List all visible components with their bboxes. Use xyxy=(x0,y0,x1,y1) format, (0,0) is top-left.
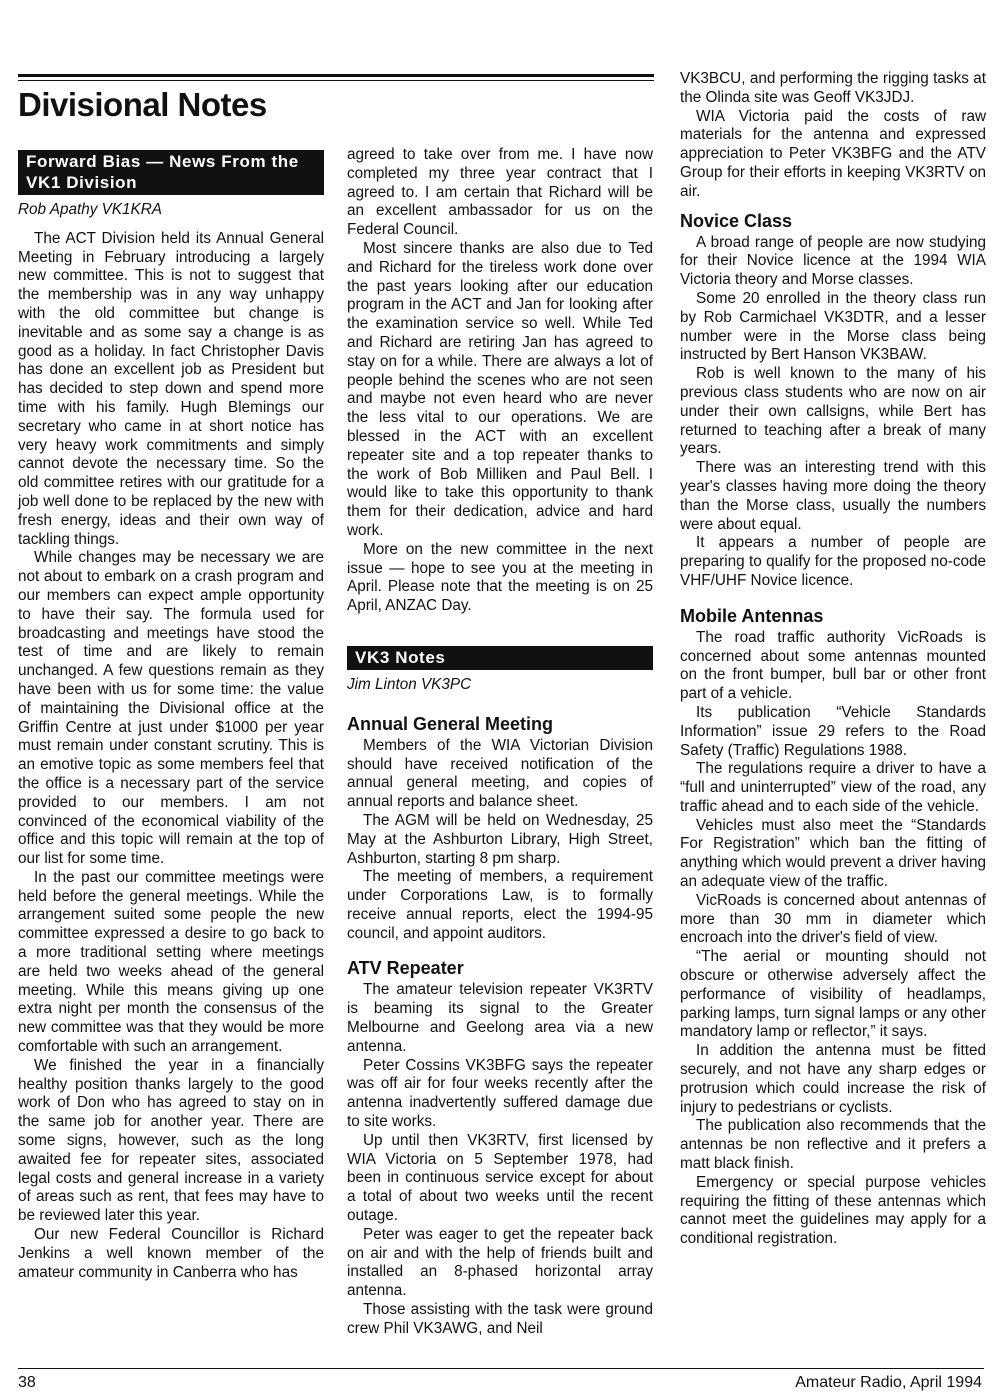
atv-paragraph: Up until then VK3RTV, first licensed by WIA Victoria on 5 September 1978, had been in continuous service except for about a total of about two weeks until the recent outage. xyxy=(347,1131,653,1225)
top-rule-thick xyxy=(18,74,654,77)
mobile-heading: Mobile Antennas xyxy=(680,605,824,626)
novice-paragraph: Rob is well known to the many of his previous class students who are now on air under their own callsigns, while Bert has returned to teaching after a break of many years. xyxy=(680,365,986,458)
vk1-paragraph: Most sincere thanks are also due to Ted and Richard for the tireless work done over the past years looking after our education program in the ACT and Jan for looking after the examination service so well. While Ted and Richard are retiring Jan has agreed to stay on for a while. There are always a lot of people behind the scenes who are not seen and maybe not even heard who are never the less vital to our operations. We are blessed in the ACT with an excellent repeater site and a top repeater thanks to the work of Bob Milliken and Paul Bell. I would like to take this opportunity to thank them for their dedication, advice and hard work. xyxy=(347,239,653,539)
novice-paragraph: Some 20 enrolled in the theory class run by Rob Carmichael VK3DTR, and a lesser number were in the Morse class being instructed by Bert Hanson VK3BAW. xyxy=(680,289,986,364)
section-gap xyxy=(680,591,986,605)
atv-paragraph: Those assisting with the task were ground crew Phil VK3AWG, and Neil xyxy=(347,1301,653,1337)
mobile-paragraph: Vehicles must also meet the “Standards For Registration” which ban the fitting of anything which would prevent a driver having an adequate view of the traffic. xyxy=(680,816,986,891)
novice-paragraph: It appears a number of people are preparing to qualify for the proposed no-code VHF/UHF Novice licence. xyxy=(680,534,986,589)
section-gap xyxy=(347,705,653,713)
atv-paragraph: The amateur television repeater VK3RTV is beaming its signal to the Greater Melbourne and Geelong area via a new antenna. xyxy=(347,981,653,1055)
agm-heading: Annual General Meeting xyxy=(347,713,554,734)
vk1-section-banner: Forward Bias — News From the VK1 Division xyxy=(18,150,324,195)
mobile-paragraph: “The aerial or mounting should not obscure or otherwise adversely affect the performance of visibility of headlamps, parking lamps, turn signal lamps or any other mandatory lamp or reflector,” it says. xyxy=(680,948,986,1041)
novice-paragraph: A broad range of people are now studying for their Novice licence at the 1994 WIA Victoria theory and Morse classes. xyxy=(680,233,986,289)
atv-paragraph: Peter was eager to get the repeater back on air and with the help of friends built and installed an 8-phased horizontal array antenna. xyxy=(347,1225,653,1300)
vk1-paragraph: More on the new committee in the next issue — hope to see you at the meeting in April. Please note that the meeting is on 25 April, ANZAC Day. xyxy=(347,540,653,615)
column-2 xyxy=(347,146,653,1339)
agm-paragraph: Members of the WIA Victorian Division should have received notification of the annual general meeting, and copies of annual reports and balance sheet. xyxy=(347,736,653,811)
column-3 xyxy=(680,70,986,1249)
section-gap xyxy=(680,202,986,210)
top-rule-thin xyxy=(18,80,654,81)
atv-paragraph: WIA Victoria paid the costs of raw materials for the antenna and expressed appreciation to Peter VK3BFG and the ATV Group for their efforts in keeping VK3RTV on air. xyxy=(680,107,986,200)
vk1-paragraph: Our new Federal Councillor is Richard Jenkins a well known member of the amateur community in Canberra who has xyxy=(18,1226,324,1281)
mobile-paragraph: Emergency or special purpose vehicles requiring the fitting of these antennas which cannot meet the guidelines may apply for a conditional registration. xyxy=(680,1173,986,1248)
vk3-section-banner: VK3 Notes xyxy=(347,646,653,670)
vk1-byline: Rob Apathy VK1KRA xyxy=(18,201,162,218)
mobile-paragraph: The publication also recommends that the antennas be non reflective and it prefers a matt black finish. xyxy=(680,1117,986,1173)
vk3-byline: Jim Linton VK3PC xyxy=(347,675,472,693)
page-number: 38 xyxy=(18,1374,36,1391)
mobile-paragraph: VicRoads is concerned about antennas of more than 30 mm in diameter which encroach into the driver's field of view. xyxy=(680,891,986,947)
section-gap xyxy=(347,943,653,957)
section-gap xyxy=(347,616,653,646)
column-1 xyxy=(18,150,324,1282)
vk1-paragraph-continued: agreed to take over from me. I have now completed my three year contract that I agreed to. I am certain that Richard will be an excellent ambassador for us on the Federal Council. xyxy=(347,146,653,239)
mobile-paragraph: The road traffic authority VicRoads is concerned about some antennas mounted on the front bumper, bull bar or other front part of a vehicle. xyxy=(680,628,986,703)
vk1-paragraph: We finished the year in a financially healthy position thanks largely to the good work of Don who has agreed to stay on in the same job for another year. There are some signs, however, such as the long awaited fee for repeater sites, associated legal costs and general increase in a variety of areas such as rent, that fees may have to be reviewed later this year. xyxy=(18,1056,324,1225)
vk1-paragraph: In the past our committee meetings were held before the general meetings. While the arrangement suited some people the new committee expressed a desire to go back to a more traditional setting where meetings are held two weeks ahead of the general meeting. While this means giving up one extra night per month the consensus of the new committee was that they would be more comfortable with such an arrangement. xyxy=(18,868,324,1056)
atv-heading: ATV Repeater xyxy=(347,958,464,979)
agm-paragraph: The meeting of members, a requirement under Corporations Law, is to formally receive annual reports, elect the 1994-95 council, and appoint auditors. xyxy=(347,868,653,942)
novice-paragraph: There was an interesting trend with this year's classes having more doing the theory than the Morse class, usually the numbers were about equal. xyxy=(680,459,986,533)
mobile-paragraph: Its publication “Vehicle Standards Information” issue 29 refers to the Road Safety (Traffic) Regulations 1988. xyxy=(680,703,986,759)
atv-paragraph-continued: VK3BCU, and performing the rigging tasks at the Olinda site was Geoff VK3JDJ. xyxy=(680,70,986,106)
atv-paragraph: Peter Cossins VK3BFG says the repeater was off air for four weeks recently after the antenna inadvertently suffered damage due to site works. xyxy=(347,1056,653,1131)
agm-paragraph: The AGM will be held on Wednesday, 25 May at the Ashburton Library, High Street, Ashburton, starting 8 pm sharp. xyxy=(347,811,653,867)
publication-footer: Amateur Radio, April 1994 xyxy=(795,1374,982,1391)
page-title: Divisional Notes xyxy=(18,86,267,123)
novice-heading: Novice Class xyxy=(680,210,793,231)
vk1-paragraph: While changes may be necessary we are not about to embark on a crash program and our members can expect ample opportunity to have their say. The formula used for broadcasting and meetings have stood the test of time and are likely to remain unchanged. A few questions remain as they have been with us for some time: the value of maintaining the Divisional office at the Griffin Centre at just under $1000 per year must remain under constant scrutiny. This is an emotive topic as some members feel that the office is a necessary part of the service provided to our members. I am not convinced of the economical viability of the office and this topic will remain at the top of our list for some time. xyxy=(18,549,324,868)
footer-rule xyxy=(18,1368,984,1369)
mobile-paragraph: In addition the antenna must be fitted securely, and not have any sharp edges or protrusion which could increase the risk of injury to pedestrians or cyclists. xyxy=(680,1042,986,1116)
mobile-paragraph: The regulations require a driver to have a “full and uninterrupted” view of the road, any traffic ahead and to each side of the vehicle. xyxy=(680,760,986,815)
vk1-paragraph: The ACT Division held its Annual General Meeting in February introducing a largely new committee. This is not to suggest that the membership was in any way unhappy with the old committee but change is inevitable and as some say a change is as good as a holiday. In fact Christopher Davis has done an excellent job as President but has decided to step down and spend more time with his family. Hugh Blemings our secretary who came in at short notice has very heavy work commitments and simply cannot devote the necessary time. So the old committee retires with our gratitude for a job well done to be replaced by the new with fresh energy, ideas and their own way of tackling things. xyxy=(18,229,324,548)
